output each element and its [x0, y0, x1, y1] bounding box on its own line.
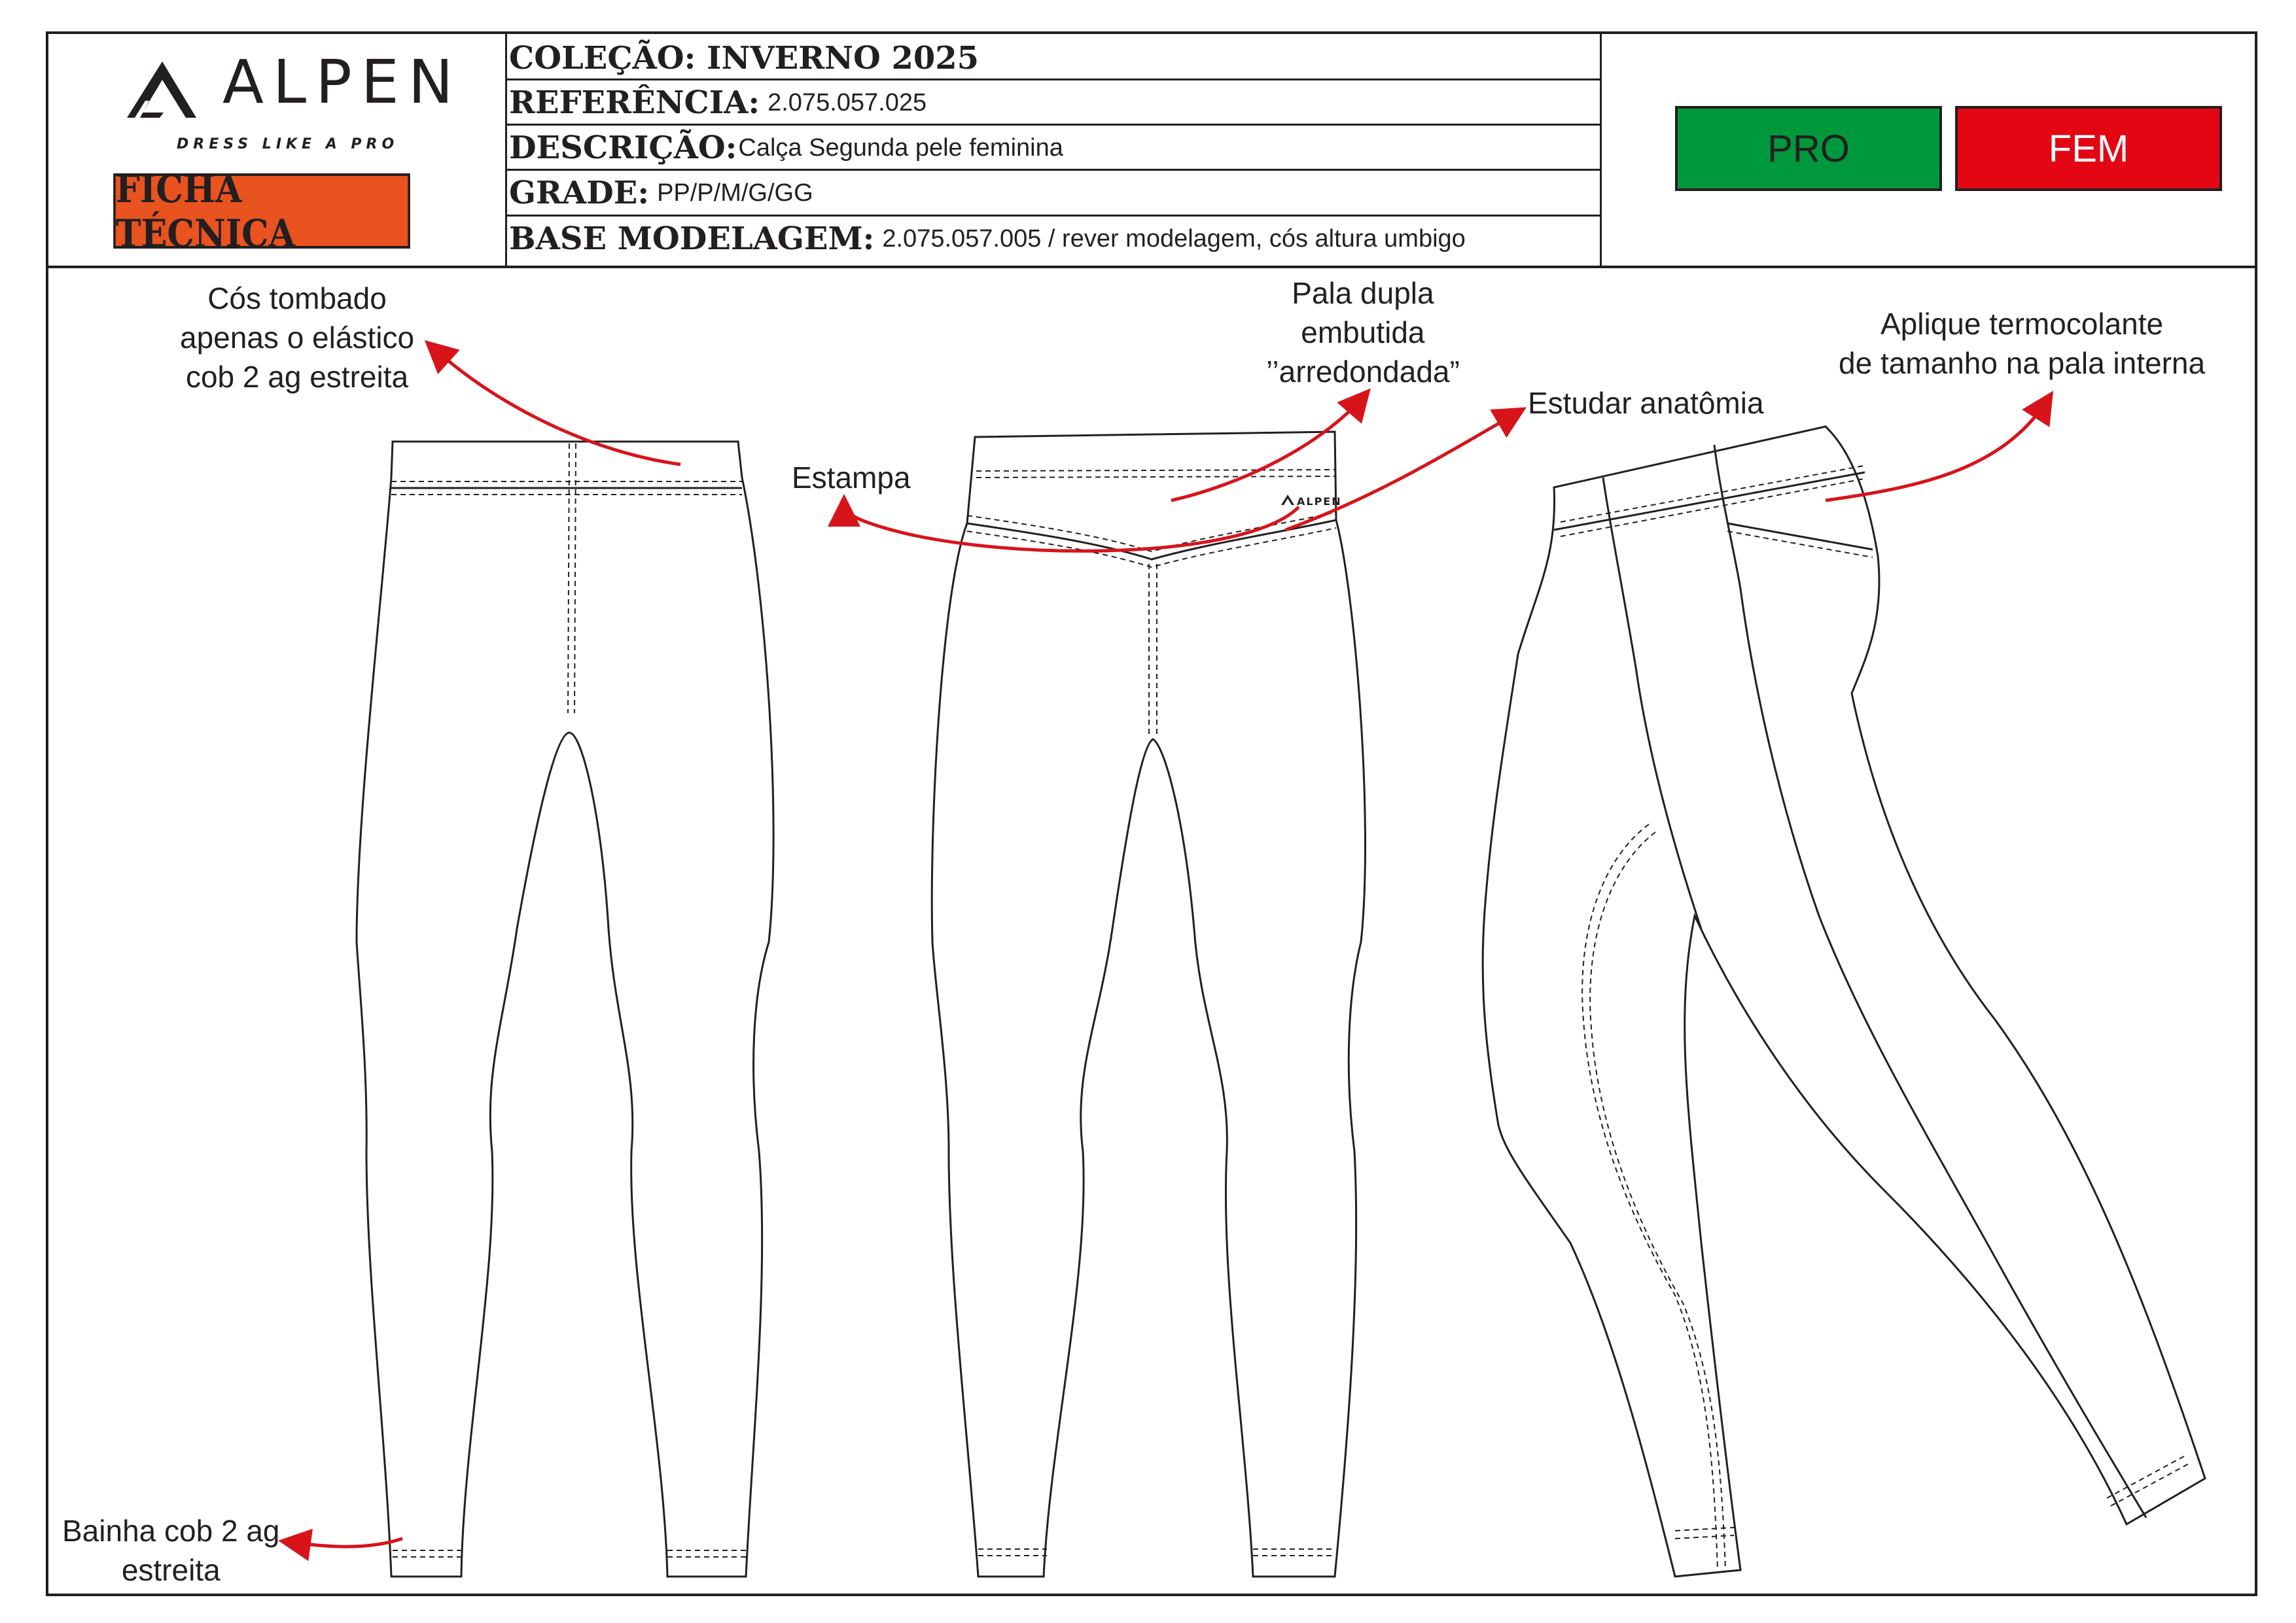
note-bainha: [62, 1511, 280, 1590]
descricao-value: Calça Segunda pele feminina: [738, 133, 1063, 162]
descricao-label: DESCRIÇÃO:: [509, 130, 737, 166]
note-bainha-line-2: estreita: [121, 1553, 221, 1587]
annotation-arrows: [288, 347, 2048, 1546]
note-estampa: Estampa: [792, 461, 911, 495]
front-leg-outline: [357, 442, 773, 1577]
note-pala-line-3: ’’arredondada”: [1266, 355, 1460, 389]
ficha-tecnica-label: FICHA TÉCNICA: [113, 173, 410, 249]
brand-name: ALPEN: [222, 47, 463, 117]
print-logo-text: ALPEN: [1297, 495, 1342, 508]
note-cos-line-1: Cós tombado: [207, 281, 387, 315]
colecao-label: COLEÇÃO: INVERNO 2025: [509, 40, 980, 77]
note-aplique-line-2: de tamanho na pala interna: [1839, 346, 2206, 380]
side-panel-seam-right: [1714, 445, 2146, 1518]
note-aplique: [1839, 304, 2205, 383]
arrow-aplique: [1826, 399, 2048, 500]
front-center-seam-2: [574, 444, 576, 713]
note-cos-line-3: cob 2 ag estreita: [185, 360, 409, 394]
note-cos-line-2: apenas o elástico: [180, 321, 415, 355]
side-hem-stitch-1: [1675, 1527, 1734, 1531]
note-pala-line-1: Pala dupla: [1292, 276, 1434, 310]
side-waist-line: [1554, 472, 1865, 530]
note-bainha-line-1: Bainha cob 2 ag: [62, 1514, 280, 1548]
note-aplique-line-1: Aplique termocolante: [1880, 307, 2164, 341]
print-logo-icon: [1281, 495, 1294, 505]
referencia-label: REFERÊNCIA:: [509, 84, 760, 121]
side-outer-outline: [1483, 427, 2205, 1577]
front-view: [357, 442, 773, 1577]
note-pala-dupla: [1266, 273, 1460, 391]
tag-fem: FEM: [1955, 106, 2222, 191]
grade-value: PP/P/M/G/GG: [657, 179, 813, 207]
side-waist-stitch-2: [1561, 479, 1863, 536]
side-hem-stitch-3: [2107, 1456, 2185, 1498]
note-estudar: Estudar anatômia: [1528, 386, 1764, 420]
arrow-estudar: [1286, 412, 1518, 530]
note-pala-line-2: embutida: [1301, 315, 1425, 349]
side-hem-stitch-4: [2111, 1463, 2189, 1506]
side-inseam-stitch-2: [1590, 832, 1725, 1570]
base-modelagem-value: 2.075.057.005 / rever modelagem, cós altura umbigo: [882, 224, 1466, 253]
brand-tagline: DRESS LIKE A PRO: [177, 136, 399, 152]
arrow-bainha: [288, 1539, 402, 1546]
base-modelagem-label: BASE MODELAGEM:: [509, 220, 875, 257]
arrow-cos-tombado: [432, 347, 680, 464]
side-yoke-seam: [1727, 523, 1873, 550]
side-yoke-stitch: [1727, 531, 1873, 557]
grade-label: GRADE:: [509, 175, 650, 211]
back-waist-stitch-2: [976, 476, 1335, 478]
side-view: [1483, 427, 2205, 1577]
arrow-estampa: [844, 504, 1299, 551]
tag-pro: PRO: [1675, 106, 1942, 191]
note-cos-tombado: [180, 279, 414, 396]
referencia-value: 2.075.057.025: [768, 88, 927, 116]
front-center-seam: [568, 444, 569, 713]
side-hem-stitch-2: [1675, 1535, 1734, 1539]
back-view: [932, 432, 1365, 1577]
back-waist-stitch-1: [976, 470, 1335, 471]
side-panel-seam-left: [1603, 478, 1701, 929]
